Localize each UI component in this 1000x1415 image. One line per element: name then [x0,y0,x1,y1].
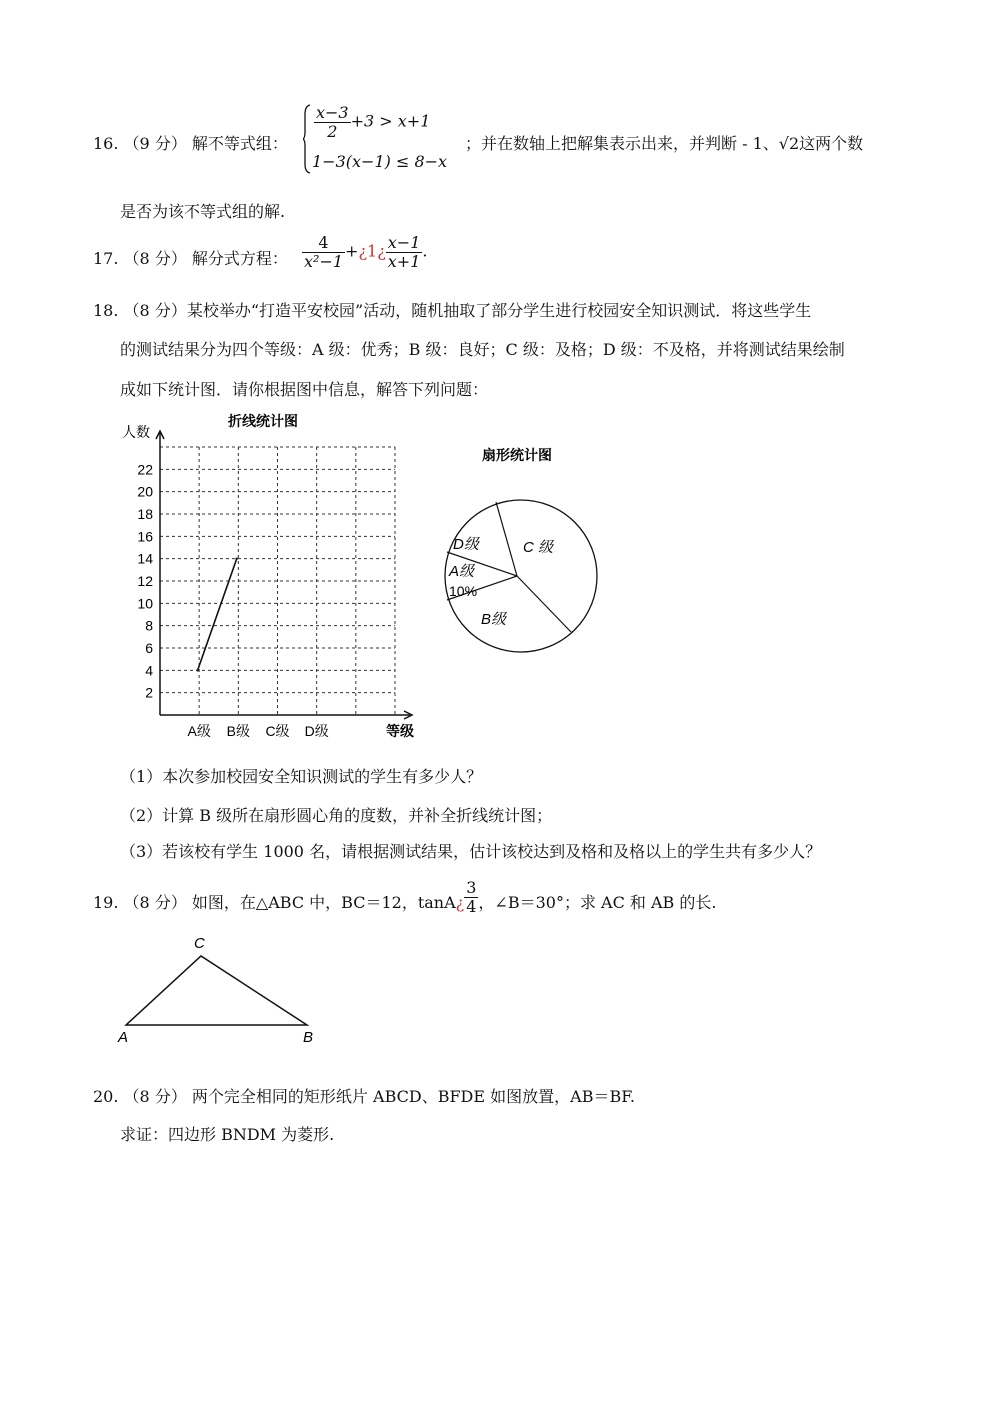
y-tick-label: 10 [137,595,153,612]
q17-score: （8 分） [123,249,187,268]
q18-number: 18. [93,301,119,320]
y-tick-label: 16 [137,528,153,545]
line-chart-x-ticks [187,723,328,739]
pie-chart-title: 扇形统计图 [482,447,552,463]
x-tick-label: C级 [265,723,290,739]
q20-number: 20. [93,1087,119,1106]
line-chart-grid [160,447,395,715]
pie-label-b: B级 [481,611,507,628]
q16-score: （9 分） [123,134,187,153]
brace-icon [303,104,311,174]
line-chart-title: 折线统计图 [228,413,298,429]
q18-line1: 18. （8 分）某校举办“打造平安校园”活动，随机抽取了部分学生进行校园安全知识测试．将这些学生 [93,301,812,320]
q18-sub2: （2）计算 B 级所在扇形圆心角的度数，并补全折线统计图； [120,806,553,825]
triangle-label-b: B [303,1029,314,1046]
x-tick-label: D级 [304,723,329,739]
data-point [236,557,238,559]
y-tick-label: 6 [145,640,153,656]
y-tick-label: 18 [137,506,153,522]
y-tick-label: 20 [137,483,153,500]
q17 [93,246,288,269]
q19-number: 19. [93,893,119,912]
triangle-abc [126,956,307,1025]
sqrt-two: √2 [778,134,800,153]
q18-sub3: （3）若该校有学生 1000 名，请根据测试结果，估计该校达到及格和及格以上的学生共有多少人？ [120,842,822,861]
q17-garbled-text: ¿1¿ [358,241,386,261]
q19 [93,878,717,916]
y-tick-label: 4 [145,662,153,679]
q16-line2: 是否为该不等式组的解. [120,202,286,221]
series-line [198,559,237,671]
q19-text1: 如图，在△ABC 中，BC＝12，tanA [191,893,456,912]
q16-prompt: 解不等式组： [191,134,288,153]
q20-line2: 求证：四边形 BNDM 为菱形. [120,1125,335,1144]
line-chart-y-ticks [137,461,153,700]
q18-line2: 的测试结果分为四个等级：A 级：优秀；B 级：良好；C 级：及格；D 级：不及格，并将测试结果绘制 [120,340,845,359]
q16-instruction: ；并在数轴上把解集表示出来，并判断 - 1、√2这两个数 [465,134,864,153]
pie-label-a: A级 [449,563,475,580]
line-chart-ylabel: 人数 [122,424,150,440]
q17-fraction-left: $\frac{4}{\text{x²−1}}$ [304,233,344,271]
q19-text2: ，∠B＝30°；求 AC 和 AB 的长. [478,893,717,912]
q17-fraction-right: $\frac{x-1}{x+1}$ [387,233,421,271]
y-tick-label: 8 [145,617,153,634]
q19-score: （8 分） [123,893,187,912]
q20-line1: 20. （8 分） 两个完全相同的矩形纸片 ABCD、BFDE 如图放置，AB＝BF. [93,1087,635,1106]
x-tick-label: A级 [187,723,211,739]
x-tick-label: B级 [226,723,251,739]
pie-divider-cd [496,502,517,576]
q17-number: 17. [93,249,119,268]
y-tick-label: 22 [137,461,153,478]
q18-score: （8 分） [123,301,187,320]
y-tick-label: 2 [145,684,153,701]
y-tick-label: 12 [137,573,153,589]
q16-inequality-1: $\frac{x-3}{2}$ +3 > x+1 [316,103,431,141]
y-tick-label: 14 [137,550,153,567]
pie-label-d: D级 [453,536,479,553]
line-chart-xlabel: 等级 [386,723,414,739]
q16-number: 16. （9 分） 解不等式组： [93,134,288,153]
pie-chart [435,440,615,670]
q18-line3: 成如下统计图．请你根据图中信息，解答下列问题： [120,380,489,399]
triangle-figure [110,930,330,1050]
q19-garbled-text: ¿ [455,893,465,912]
q19-fraction: $\frac{3}{4}$ [466,878,477,916]
pie-label-c: C 级 [523,539,554,556]
q18-sub1: （1）本次参加校园安全知识测试的学生有多少人？ [120,767,483,786]
line-chart [110,405,430,745]
line-chart-axes [156,431,412,719]
q17-prompt: 解分式方程： [191,249,288,268]
q20-score: （8 分） [123,1087,187,1106]
q16-fraction: $\frac{x-3}{2}$ [316,103,349,141]
data-point [196,669,198,671]
pie-divider-bc [517,576,571,632]
pie-label-a-percent: 10% [449,583,478,599]
q16-inequality-2: 1−3(x−1) ≤ 8−x [312,152,448,171]
triangle-label-c: C [194,935,205,952]
q17-equation: $\frac{4}{\text{x²−1}}$ +¿1¿ $\frac{x-1}{x+1}$ . [304,233,428,271]
triangle-label-a: A [118,1029,129,1046]
line-chart-series [196,557,238,671]
